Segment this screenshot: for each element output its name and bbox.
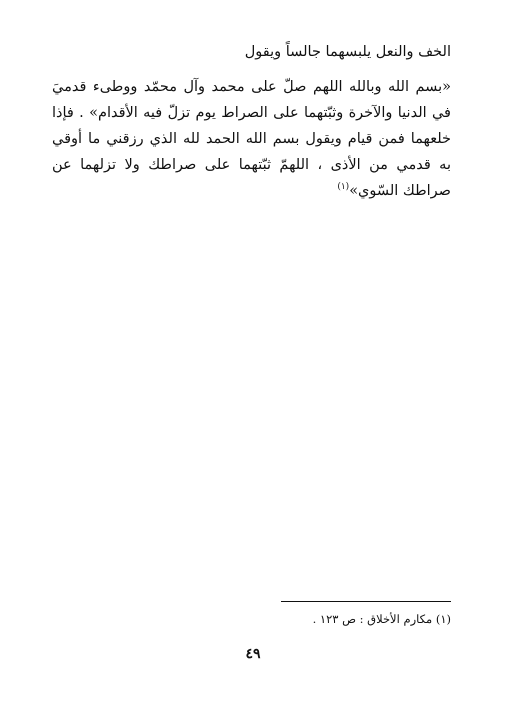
body-text: «بسم الله وبالله اللهم صلّ على محمد وآل محمّد ووطىء قدميَ في الدنيا والآخرة وثبّتهما على الصراط يوم تزلّ فيه الأقدام» . فإذا خلعهما فمن قيام ويقول بسم الله الحمد لله الذي رزقني ما أوقي به قدمي من الأذى ، اللهمّ ثبّتهما على صراطك ولا تزلهما عن صراطك السّوي» [52, 79, 451, 199]
page-number: ٤٩ [245, 646, 261, 662]
section-heading: الخف والنعل يلبسهما جالساً ويقول [244, 44, 451, 60]
footnote-divider [281, 601, 451, 602]
body-paragraph [52, 74, 451, 204]
footnote: (١) مكارم الأخلاق : ص ١٢٣ . [312, 612, 451, 626]
footnote-reference: (١) [337, 182, 350, 193]
